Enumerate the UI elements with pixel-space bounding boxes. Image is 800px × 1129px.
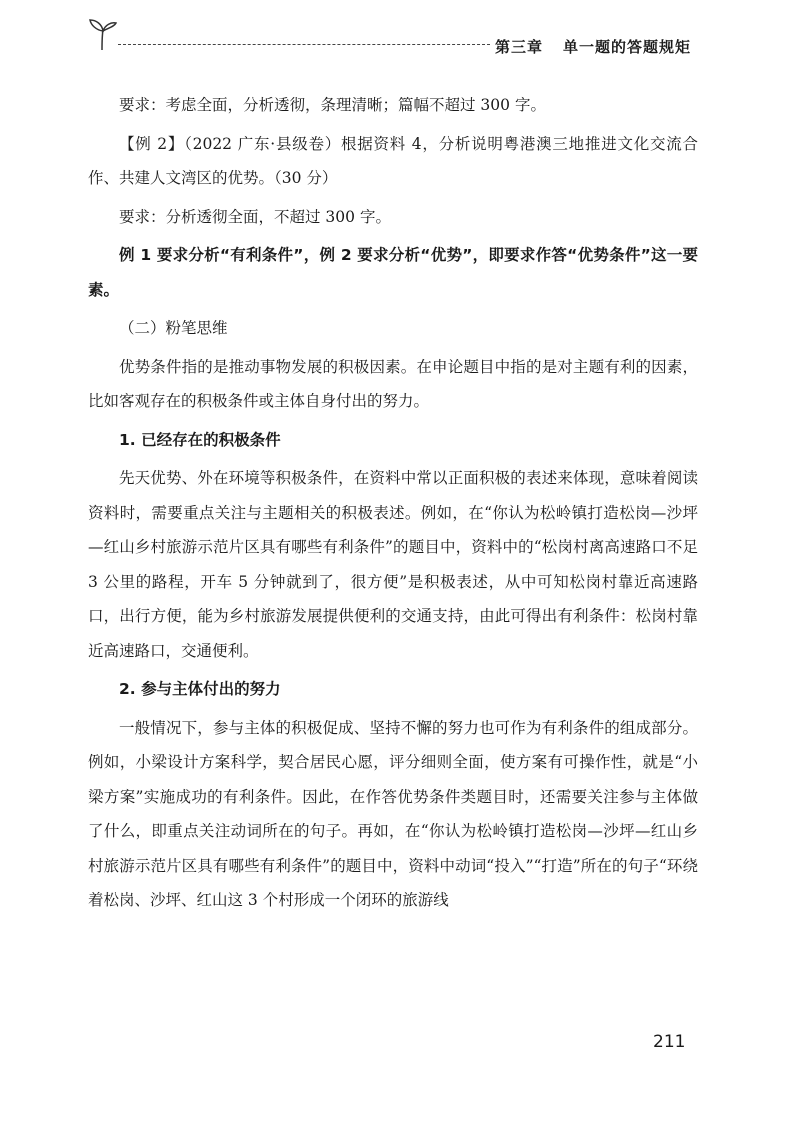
subheading-2: 2. 参与主体付出的努力 [119, 680, 281, 698]
example-2: 【例 2】（2022 广东·县级卷）根据资料 4，分析说明粤港澳三地推进文化交流合作、共建人文湾区的优势。（30 分） [88, 134, 698, 187]
body-text [88, 88, 698, 922]
definition-paragraph: 优势条件指的是推动事物发展的积极因素。在申论题目中指的是对主题有利的因素，比如客观存在的积极条件或主体自身付出的努力。 [88, 357, 698, 410]
subheading-1: 1. 已经存在的积极条件 [119, 430, 281, 449]
chapter-title: 单一题的答题规矩 [563, 38, 692, 56]
page-header [0, 0, 800, 80]
page-number: 211 [653, 1032, 686, 1052]
paragraph-participant-efforts: 一般情况下，参与主体的积极促成、坚持不懈的努力也可作为有利条件的组成部分。例如，小梁设计方案科学，契合居民心愿，评分细则全面，使方案有可操作性，就是“小梁方案”实施成功的有利条件。因此，在作答优势条件类题目时，还需要关注参与主体做了什么，即重点关注动词所在的句子。再如，在“你认为松岭镇打造松岗—沙坪—红山乡村旅游示范片区具有哪些有利条件”的题目中，资料中动词“投入”“打造”所在的句子“环绕着松岗、沙坪、红山这 3 个村形成一个闭环的旅游线 [88, 718, 698, 909]
paragraph-existing-conditions: 先天优势、外在环境等积极条件，在资料中常以正面积极的表述来体现，意味着阅读资料时，需要重点关注与主题相关的积极表述。例如，在“你认为松岭镇打造松岗—沙坪—红山乡村旅游示范片区具有哪些有利条件”的题目中，资料中的“松岗村离高速路口不足 3 公里的路程，开车 5 分钟就到了，很方便”是积极表述，从中可知松岗村靠近高速路口，出行方便，能为乡村旅游发展提供便利的交通支持，由此可得出有利条件：松岗村靠近高速路口，交通便利。 [88, 469, 698, 660]
header-divider [118, 44, 490, 45]
requirement-1: 要求：考虑全面，分析透彻，条理清晰；篇幅不超过 300 字。 [119, 96, 546, 114]
sprout-icon [88, 18, 118, 56]
requirement-2: 要求：分析透彻全面，不超过 300 字。 [119, 207, 391, 226]
chapter-number: 第三章 [495, 38, 544, 56]
summary-paragraph: 例 1 要求分析“有利条件”，例 2 要求分析“优势”，即要求作答“优势条件”这一要素。 [88, 246, 698, 299]
section-heading: （二）粉笔思维 [119, 319, 228, 337]
chapter-heading [495, 36, 691, 57]
